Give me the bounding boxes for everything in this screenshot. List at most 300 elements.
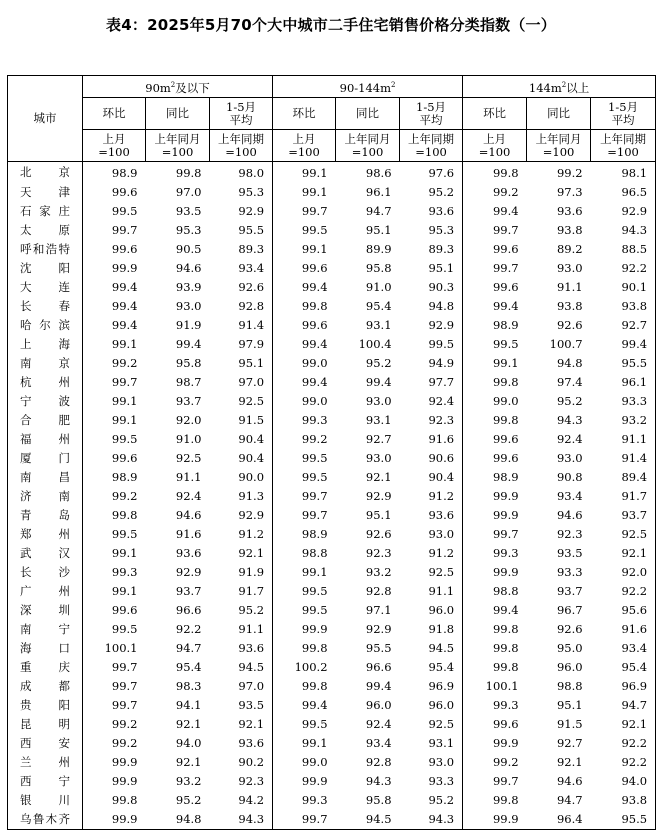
city-name: 石家庄: [8, 202, 83, 221]
index-value-ytd-avg: 95.5: [591, 810, 656, 830]
index-value-mom: 99.8: [83, 506, 146, 525]
index-value-mom: 99.3: [273, 411, 336, 430]
index-value-ytd-avg: 93.3: [400, 772, 463, 791]
index-value-yoy: 99.2: [556, 166, 583, 180]
index-value-mom: 99.8: [273, 639, 336, 658]
table-row: [8, 373, 656, 392]
index-value-mom: 99.2: [83, 354, 146, 373]
index-value-ytd-avg: 93.4: [591, 639, 656, 658]
index-value-mom: 99.8: [463, 411, 527, 430]
group-suffix: 以上: [566, 80, 590, 95]
index-value-ytd-avg: 92.5: [210, 392, 273, 411]
index-value-ytd-avg: 93.4: [210, 259, 273, 278]
index-value-yoy: 97.0: [175, 185, 202, 199]
index-value-yoy: 97.3: [556, 185, 583, 199]
index-value-ytd-avg: 92.4: [400, 392, 463, 411]
group-header-over-144: [463, 76, 656, 98]
base-header-yoy: 上年同月 =100: [146, 130, 210, 162]
city-name: 厦门: [8, 449, 83, 468]
city-name: 杭州: [8, 373, 83, 392]
index-value-yoy: 98.6: [365, 166, 392, 180]
city-name: 贵阳: [8, 696, 83, 715]
index-value-ytd-avg: 88.5: [591, 240, 656, 259]
index-value-ytd-avg: 96.0: [400, 601, 463, 620]
index-value-ytd-avg: 93.3: [591, 392, 656, 411]
table-row: [8, 658, 656, 677]
measure-header-mom: 环比: [273, 98, 336, 130]
index-value-ytd-avg: 94.3: [591, 221, 656, 240]
index-value-mom: 99.1: [83, 335, 146, 354]
city-name: 哈尔滨: [8, 316, 83, 335]
index-value-ytd-avg: 93.6: [210, 734, 273, 753]
table-row: [8, 297, 656, 316]
index-value-ytd-avg: 92.1: [210, 544, 273, 563]
index-value-ytd-avg: 97.0: [210, 373, 273, 392]
index-value-mom: 100.2: [273, 658, 336, 677]
table-row: [8, 162, 656, 184]
index-value-ytd-avg: 93.8: [591, 297, 656, 316]
city-name: 长沙: [8, 563, 83, 582]
measure-header-ytd-avg: 1-5月 平均: [400, 98, 463, 130]
base-header-ytd-avg: 上年同期 =100: [400, 130, 463, 162]
index-value-mom: 99.2: [83, 734, 146, 753]
index-value-mom: 99.5: [83, 430, 146, 449]
index-value-mom: 98.9: [273, 525, 336, 544]
index-value-ytd-avg: 94.0: [591, 772, 656, 791]
index-value-ytd-avg: 94.5: [210, 658, 273, 677]
city-name: 西宁: [8, 772, 83, 791]
city-name: 沈阳: [8, 259, 83, 278]
index-value-mom: 99.6: [83, 183, 146, 202]
base-header-yoy: 上年同月 =100: [336, 130, 400, 162]
index-value-ytd-avg: 98.1: [591, 162, 656, 184]
index-value-ytd-avg: 90.3: [400, 278, 463, 297]
header-row-groups: [8, 76, 656, 98]
index-value-mom: 99.4: [83, 278, 146, 297]
index-value-ytd-avg: 91.4: [210, 316, 273, 335]
index-value-mom: 99.6: [83, 601, 146, 620]
base-header-yoy: 上年同月 =100: [527, 130, 591, 162]
city-name: 大连: [8, 278, 83, 297]
index-value-yoy: 93.0: [175, 299, 202, 313]
table-row: [8, 468, 656, 487]
city-name: 武汉: [8, 544, 83, 563]
index-value-yoy: 93.0: [556, 451, 583, 465]
index-value-yoy: 93.4: [556, 489, 583, 503]
index-value-ytd-avg: 92.1: [591, 544, 656, 563]
index-value-mom: 99.8: [463, 620, 527, 639]
index-value-mom: 99.6: [273, 259, 336, 278]
index-value-yoy: 92.3: [556, 527, 583, 541]
index-value-ytd-avg: 90.4: [210, 430, 273, 449]
index-value-mom: 99.8: [273, 677, 336, 696]
index-value-mom: 99.5: [273, 715, 336, 734]
index-value-mom: 98.9: [83, 162, 146, 184]
index-value-yoy: 96.1: [365, 185, 392, 199]
index-value-mom: 99.0: [273, 392, 336, 411]
index-value-mom: 99.9: [273, 772, 336, 791]
index-value-ytd-avg: 95.1: [210, 354, 273, 373]
measure-header-mom: 环比: [463, 98, 527, 130]
index-value-yoy: 92.1: [175, 755, 202, 769]
index-value-mom: 99.5: [273, 582, 336, 601]
table-row: [8, 601, 656, 620]
index-value-yoy: 95.2: [556, 394, 583, 408]
index-value-yoy: 100.7: [549, 337, 583, 351]
index-value-yoy: 98.7: [175, 375, 202, 389]
city-name: 海口: [8, 639, 83, 658]
index-value-yoy: 93.7: [175, 394, 202, 408]
index-value-mom: 98.9: [463, 468, 527, 487]
index-value-yoy: 91.9: [175, 318, 202, 332]
index-value-yoy: 92.2: [175, 622, 202, 636]
index-value-yoy: 92.8: [365, 755, 392, 769]
index-value-yoy: 95.3: [175, 223, 202, 237]
index-value-mom: 99.6: [463, 715, 527, 734]
table-row: [8, 335, 656, 354]
index-value-yoy: 96.6: [365, 660, 392, 674]
index-value-yoy: 91.6: [175, 527, 202, 541]
measure-header-yoy: 同比: [336, 98, 400, 130]
index-value-mom: 99.1: [273, 563, 336, 582]
index-value-ytd-avg: 92.2: [591, 753, 656, 772]
index-value-yoy: 92.1: [365, 470, 392, 484]
measure-header-yoy: 同比: [146, 98, 210, 130]
base-header-mom: 上月 =100: [83, 130, 146, 162]
city-column-header: 城市: [8, 76, 83, 162]
index-value-mom: 98.8: [463, 582, 527, 601]
index-value-yoy: 93.6: [175, 546, 202, 560]
index-value-yoy: 96.0: [365, 698, 392, 712]
index-value-yoy: 92.5: [175, 451, 202, 465]
index-value-mom: 99.1: [83, 582, 146, 601]
group-header-under-90: [83, 76, 273, 98]
measure-header-mom: 环比: [83, 98, 146, 130]
index-value-yoy: 90.8: [556, 470, 583, 484]
city-name: 广州: [8, 582, 83, 601]
index-value-mom: 99.4: [463, 202, 527, 221]
table-row: [8, 772, 656, 791]
city-name: 太原: [8, 221, 83, 240]
index-value-yoy: 94.3: [556, 413, 583, 427]
city-name: 呼和浩特: [8, 240, 83, 259]
index-value-mom: 99.9: [463, 563, 527, 582]
index-value-ytd-avg: 91.4: [591, 449, 656, 468]
index-value-ytd-avg: 93.0: [400, 525, 463, 544]
city-name: 乌鲁木齐: [8, 810, 83, 830]
index-value-mom: 99.6: [273, 316, 336, 335]
index-value-ytd-avg: 95.2: [400, 791, 463, 810]
index-value-mom: 99.1: [83, 544, 146, 563]
measure-header-yoy: 同比: [527, 98, 591, 130]
index-value-mom: 99.8: [273, 297, 336, 316]
index-value-ytd-avg: 92.5: [400, 563, 463, 582]
index-value-ytd-avg: 90.1: [591, 278, 656, 297]
index-value-yoy: 95.2: [365, 356, 392, 370]
index-value-yoy: 93.7: [556, 584, 583, 598]
table-row: [8, 183, 656, 202]
index-value-yoy: 93.9: [175, 280, 202, 294]
index-value-yoy: 95.8: [365, 793, 392, 807]
index-value-mom: 99.1: [273, 734, 336, 753]
index-value-ytd-avg: 96.9: [400, 677, 463, 696]
index-value-yoy: 92.6: [365, 527, 392, 541]
index-value-yoy: 95.1: [365, 508, 392, 522]
index-value-mom: 99.4: [273, 373, 336, 392]
table-row: [8, 582, 656, 601]
index-value-yoy: 95.4: [175, 660, 202, 674]
index-value-yoy: 94.5: [336, 810, 400, 830]
index-value-mom: 99.8: [463, 639, 527, 658]
table-row: [8, 506, 656, 525]
table-row: [8, 449, 656, 468]
index-value-mom: 100.1: [83, 639, 146, 658]
index-value-mom: 99.8: [463, 373, 527, 392]
price-index-table: [7, 75, 656, 830]
index-value-ytd-avg: 95.3: [400, 221, 463, 240]
index-value-mom: 99.7: [463, 772, 527, 791]
index-value-mom: 99.4: [463, 297, 527, 316]
index-value-mom: 99.0: [463, 392, 527, 411]
index-value-yoy: 92.1: [175, 717, 202, 731]
index-value-yoy: 93.4: [365, 736, 392, 750]
index-value-mom: 99.2: [83, 715, 146, 734]
index-value-ytd-avg: 91.3: [210, 487, 273, 506]
index-value-mom: 99.3: [273, 791, 336, 810]
index-value-ytd-avg: 91.1: [210, 620, 273, 639]
index-value-yoy: 94.6: [556, 508, 583, 522]
index-value-ytd-avg: 91.1: [591, 430, 656, 449]
index-value-ytd-avg: 91.6: [591, 620, 656, 639]
index-value-mom: 99.9: [463, 734, 527, 753]
index-value-ytd-avg: 92.2: [591, 582, 656, 601]
index-value-mom: 99.1: [83, 392, 146, 411]
index-value-ytd-avg: 94.2: [210, 791, 273, 810]
index-value-mom: 99.4: [463, 601, 527, 620]
header-row-bases: [8, 130, 656, 162]
index-value-yoy: 94.6: [556, 774, 583, 788]
index-value-ytd-avg: 96.9: [591, 677, 656, 696]
index-value-ytd-avg: 91.7: [210, 582, 273, 601]
index-value-ytd-avg: 96.1: [591, 373, 656, 392]
index-value-mom: 99.7: [273, 810, 336, 830]
city-name: 成都: [8, 677, 83, 696]
index-value-mom: 99.6: [463, 240, 527, 259]
group-label: 144m: [528, 80, 562, 95]
index-value-ytd-avg: 89.3: [210, 240, 273, 259]
index-value-yoy: 92.9: [365, 489, 392, 503]
city-name: 青岛: [8, 506, 83, 525]
city-name: 北京: [8, 162, 83, 184]
table-row: [8, 392, 656, 411]
index-value-yoy: 95.1: [365, 223, 392, 237]
group-sup: 2: [391, 80, 396, 89]
index-value-ytd-avg: 99.5: [400, 335, 463, 354]
index-value-mom: 99.2: [463, 183, 527, 202]
index-value-mom: 98.9: [83, 468, 146, 487]
index-value-mom: 99.1: [273, 183, 336, 202]
index-value-mom: 99.8: [463, 162, 527, 184]
index-value-mom: 99.4: [273, 335, 336, 354]
index-value-ytd-avg: 95.5: [210, 221, 273, 240]
index-value-yoy: 93.0: [556, 261, 583, 275]
index-value-yoy: 95.5: [365, 641, 392, 655]
index-value-yoy: 92.7: [556, 736, 583, 750]
index-value-ytd-avg: 92.9: [210, 506, 273, 525]
index-value-yoy: 91.1: [556, 280, 583, 294]
index-value-mom: 99.5: [273, 449, 336, 468]
table-row: [8, 696, 656, 715]
index-value-yoy: 91.5: [556, 717, 583, 731]
index-value-mom: 99.9: [83, 810, 146, 830]
index-value-mom: 99.7: [463, 525, 527, 544]
index-value-yoy: 93.2: [365, 565, 392, 579]
index-value-yoy: 94.7: [365, 204, 392, 218]
index-value-mom: 99.9: [83, 772, 146, 791]
index-value-yoy: 92.4: [365, 717, 392, 731]
index-value-mom: 99.3: [463, 544, 527, 563]
index-value-mom: 99.7: [83, 677, 146, 696]
index-value-yoy: 97.4: [556, 375, 583, 389]
index-value-yoy: 93.8: [556, 299, 583, 313]
index-value-yoy: 94.6: [175, 261, 202, 275]
index-value-yoy: 98.3: [175, 679, 202, 693]
city-name: 银川: [8, 791, 83, 810]
index-value-yoy: 91.1: [175, 470, 202, 484]
city-name: 南宁: [8, 620, 83, 639]
group-sup: 2: [170, 80, 176, 89]
index-value-yoy: 92.6: [556, 318, 583, 332]
index-value-yoy: 92.9: [365, 622, 392, 636]
index-value-yoy: 93.2: [175, 774, 202, 788]
index-value-mom: 99.5: [83, 202, 146, 221]
table-row: [8, 563, 656, 582]
index-value-ytd-avg: 90.4: [210, 449, 273, 468]
index-value-ytd-avg: 93.6: [400, 202, 463, 221]
index-value-ytd-avg: 94.5: [400, 639, 463, 658]
city-name: 南京: [8, 354, 83, 373]
index-value-ytd-avg: 95.2: [210, 601, 273, 620]
table-row: [8, 715, 656, 734]
index-value-ytd-avg: 89.3: [400, 240, 463, 259]
index-value-mom: 99.9: [273, 620, 336, 639]
index-value-mom: 99.0: [273, 753, 336, 772]
index-value-ytd-avg: 96.5: [591, 183, 656, 202]
index-value-ytd-avg: 94.7: [591, 696, 656, 715]
table-row: [8, 620, 656, 639]
index-value-ytd-avg: 97.0: [210, 677, 273, 696]
index-value-mom: 99.4: [273, 278, 336, 297]
index-value-ytd-avg: 95.4: [591, 658, 656, 677]
index-value-ytd-avg: 97.6: [400, 162, 463, 184]
index-value-ytd-avg: 90.4: [400, 468, 463, 487]
index-value-ytd-avg: 94.3: [210, 810, 273, 830]
index-value-ytd-avg: 93.6: [210, 639, 273, 658]
index-value-ytd-avg: 95.4: [400, 658, 463, 677]
table-row: [8, 354, 656, 373]
index-value-yoy: 97.1: [365, 603, 392, 617]
index-value-mom: 99.9: [83, 259, 146, 278]
index-value-mom: 100.1: [463, 677, 527, 696]
index-value-mom: 99.5: [83, 620, 146, 639]
index-value-ytd-avg: 92.5: [591, 525, 656, 544]
index-value-yoy: 95.2: [175, 793, 202, 807]
index-value-yoy: 96.4: [527, 810, 591, 830]
measure-header-ytd-avg: 1-5月 平均: [210, 98, 273, 130]
index-value-ytd-avg: 93.2: [591, 411, 656, 430]
table-row: [8, 240, 656, 259]
index-value-ytd-avg: 97.9: [210, 335, 273, 354]
base-header-mom: 上月 =100: [273, 130, 336, 162]
index-value-yoy: 92.1: [556, 755, 583, 769]
index-value-yoy: 92.7: [365, 432, 392, 446]
index-value-ytd-avg: 91.2: [400, 544, 463, 563]
base-header-mom: 上月 =100: [463, 130, 527, 162]
table-body: [8, 162, 656, 830]
index-value-ytd-avg: 90.2: [210, 753, 273, 772]
index-value-mom: 99.1: [273, 162, 336, 184]
index-value-mom: 99.4: [273, 696, 336, 715]
index-value-yoy: 92.9: [175, 565, 202, 579]
index-value-mom: 99.6: [83, 240, 146, 259]
table-row: [8, 810, 656, 830]
index-value-yoy: 100.4: [358, 337, 392, 351]
index-value-mom: 99.5: [273, 468, 336, 487]
index-value-ytd-avg: 90.6: [400, 449, 463, 468]
index-value-ytd-avg: 92.0: [591, 563, 656, 582]
index-value-yoy: 91.0: [175, 432, 202, 446]
index-value-yoy: 94.0: [175, 736, 202, 750]
table-row: [8, 525, 656, 544]
index-value-ytd-avg: 93.0: [400, 753, 463, 772]
index-value-yoy: 92.4: [175, 489, 202, 503]
index-value-yoy: 94.6: [175, 508, 202, 522]
index-value-yoy: 95.4: [365, 299, 392, 313]
index-value-ytd-avg: 91.6: [400, 430, 463, 449]
index-value-mom: 99.7: [273, 487, 336, 506]
table-row: [8, 221, 656, 240]
base-header-ytd-avg: 上年同期 =100: [591, 130, 656, 162]
table-row: [8, 411, 656, 430]
index-value-mom: 99.2: [273, 430, 336, 449]
index-value-ytd-avg: 93.5: [210, 696, 273, 715]
group-label: 90-144m: [339, 80, 391, 95]
index-value-mom: 99.4: [83, 297, 146, 316]
index-value-mom: 99.5: [83, 525, 146, 544]
city-name: 郑州: [8, 525, 83, 544]
index-value-yoy: 93.0: [365, 451, 392, 465]
index-value-yoy: 89.2: [556, 242, 583, 256]
index-value-yoy: 93.5: [175, 204, 202, 218]
index-value-ytd-avg: 91.5: [210, 411, 273, 430]
index-value-mom: 98.8: [273, 544, 336, 563]
city-name: 福州: [8, 430, 83, 449]
index-value-yoy: 91.0: [365, 280, 392, 294]
index-value-yoy: 93.8: [556, 223, 583, 237]
index-value-mom: 99.7: [463, 259, 527, 278]
index-value-mom: 99.6: [83, 449, 146, 468]
table-row: [8, 430, 656, 449]
index-value-ytd-avg: 91.8: [400, 620, 463, 639]
index-value-ytd-avg: 95.1: [400, 259, 463, 278]
index-value-ytd-avg: 95.2: [400, 183, 463, 202]
index-value-ytd-avg: 92.2: [591, 734, 656, 753]
index-value-ytd-avg: 91.1: [400, 582, 463, 601]
index-value-mom: 99.3: [83, 563, 146, 582]
index-value-yoy: 95.8: [365, 261, 392, 275]
table-row: [8, 202, 656, 221]
index-value-mom: 99.5: [273, 221, 336, 240]
